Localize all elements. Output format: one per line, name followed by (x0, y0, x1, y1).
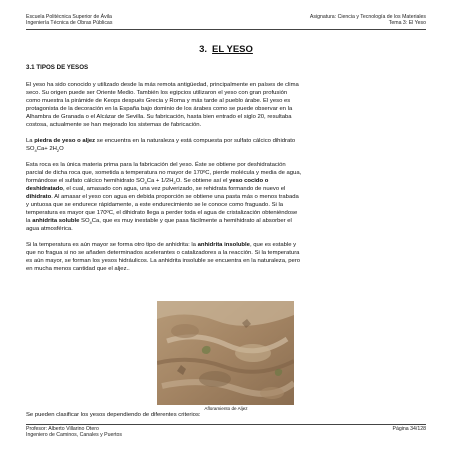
paragraph-anhidrita (26, 242, 426, 274)
text-run: formándose el sulfato cálcico hemihidrato SO (26, 178, 145, 185)
text-line: como muestra la pirámide de Keops después Grecia y Roma y más tarde al pueblo árabe. El yeso es (26, 97, 291, 104)
formula-dihidrato (26, 146, 426, 154)
formula-part: SO (26, 145, 35, 152)
term-aljez: piedra de yeso o aljez (34, 137, 96, 144)
text-run: Si la temperatura es aún mayor se forma otro tipo de anhidrita: la (26, 241, 198, 248)
header-topic: Tema 3: El Yeso (388, 20, 426, 27)
text-run: Ca + 1/2H (146, 178, 174, 185)
text-run: , el cual, amasado con agua, una vez pulverizado, se rehidrata formando de nuevo el (63, 185, 286, 192)
text-run: La (26, 137, 35, 144)
header-subject: Asignatura: Ciencia y Tecnología de los Materiales (309, 14, 426, 20)
footer-profession: Ingeniero de Caminos, Canales y Puertos (26, 432, 123, 439)
formula-subscript: 4 (34, 148, 37, 154)
formula-part: O (59, 145, 64, 152)
text-line (26, 178, 426, 186)
chapter-title-text: EL YESO (212, 44, 253, 55)
text-run: la (26, 217, 33, 224)
text-line: Esta roca es la única materia prima para la fabricación del yeso. Éste se obtiene por deshidratación (26, 162, 286, 169)
chapter-number: 3. (199, 44, 208, 55)
text-line: El yeso ha sido conocido y utilizado desde la más remota antigüedad, principalmente en países de clima (26, 82, 299, 88)
text-line: parcial de dicha roca que, sometida a temperatura no mayor de 170ºC, pierde molécula y media de agua, (26, 170, 302, 177)
text-run: se encuentra en la naturaleza y está compuesta por sulfato cálcico dihidrato (95, 137, 296, 144)
text-line (26, 138, 426, 146)
text-line: Alhambra de Granada o el Alcázar de Sevilla. Su fabricación, hasta bien entrado el siglo 20, resultaba (26, 113, 292, 120)
text-line (26, 218, 426, 226)
text-run: O. Se obtiene así el (175, 178, 230, 185)
text-line (26, 194, 426, 202)
paragraph-fabrication (26, 162, 426, 233)
text-run: SO (79, 217, 90, 224)
paragraph-aljez (26, 138, 426, 154)
header-left (26, 14, 112, 27)
section-heading: 3.1 TIPOS DE YESOS (26, 64, 89, 71)
text-line: costosa, actualmente se han mejorado los sistemas de fabricación. (26, 121, 202, 128)
text-line (26, 186, 426, 194)
figure-caption: Afloramiento de Aljez (204, 406, 248, 411)
body-text (26, 82, 426, 282)
text-run: . Al amasar el yeso con agua en debida proporción se obtiene una pasta más o menos trabada (51, 193, 299, 200)
formula-subscript: 2 (173, 180, 176, 186)
header-degree: Ingeniería Técnica de Obras Públicas (26, 20, 113, 27)
text-line (26, 242, 426, 250)
term-anhidrita-insoluble: anhidrita insoluble (197, 241, 250, 248)
formula-subscript: 4 (89, 219, 92, 225)
term-deshidratado: deshidratado (26, 185, 63, 192)
text-line: es aún mayor, se forman los yesos hidráulicos. La anhidrita insoluble se encuentra en la naturaleza, pero (26, 257, 301, 264)
text-line: agua atmosférica. (26, 225, 73, 232)
text-line: que no fragua si no se añaden determinados acelerantes o catalizadores a la reacción. Si la temperatura (26, 249, 300, 256)
page-number: Página 34/128 (392, 426, 426, 432)
term-yeso-cocido: yeso cocido o (229, 178, 269, 185)
classification-intro: Se pueden clasificar los yesos dependiendo de diferentes criterios: (26, 412, 201, 418)
text-line: en mucha menos cantidad que el aljez.. (26, 265, 130, 272)
text-line: seco. Su origen puede ser Oriente Medio. También los egipcios utilizaron el yeso con gran profusión (26, 89, 288, 96)
chapter-title (0, 44, 452, 55)
term-anhidrita-soluble: anhidrita soluble (32, 217, 80, 224)
term-dihidrato: dihidrato (26, 193, 52, 200)
text-run: Ca, que es muy inestable y que pasa fácilmente a hemihidrato al absorber el (91, 217, 292, 224)
text-line: y untuosa que se endurece rápidamente, a este endurecimiento se le conoce como fraguado. Si la (26, 201, 284, 208)
paragraph-history (26, 82, 426, 129)
footer-left (26, 426, 122, 439)
text-run: , que es estable y (249, 241, 297, 248)
formula-subscript: 2 (56, 148, 60, 154)
aljez-outcrop-photo (157, 301, 294, 405)
aljez-outcrop-image (157, 301, 294, 405)
footer-divider (26, 424, 426, 425)
text-line: protagonista de la decoración en la España bajo dominio de los árabes como se puede observar en la (26, 105, 293, 112)
header-school: Escuela Politécnica Superior de Ávila (26, 14, 112, 20)
formula-subscript: 4 (144, 180, 147, 186)
header-divider (26, 29, 426, 30)
footer-professor: Profesor: Alberto Villarino Otero (26, 426, 99, 432)
header-right (310, 14, 426, 27)
text-line: temperatura es mayor que 170ºC, el dihidrato llega a perder toda el agua de cristalización obteniéndose (26, 209, 298, 216)
formula-part: Ca+ 2H (36, 145, 57, 152)
